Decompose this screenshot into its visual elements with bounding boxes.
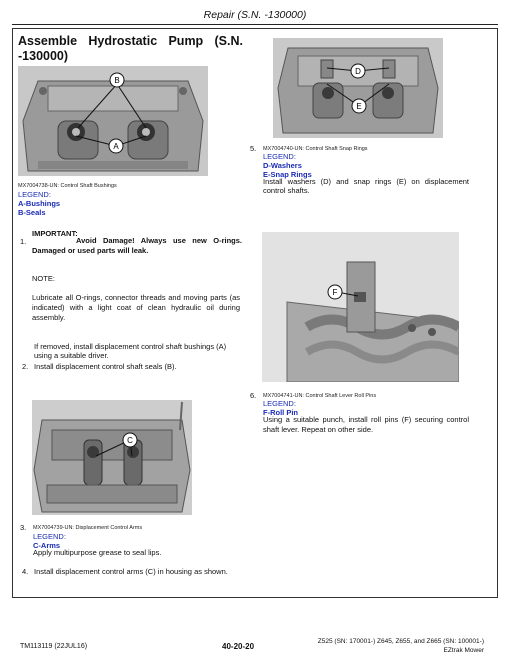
step-number: 2. bbox=[22, 362, 29, 371]
legend-item: F-Roll Pin bbox=[263, 408, 298, 417]
step-number: 6. bbox=[250, 391, 257, 400]
section-title-line1: Assemble Hydrostatic Pump (S.N. bbox=[18, 34, 243, 48]
step4-text: Install displacement control arms (C) in housing as shown. bbox=[34, 567, 228, 576]
callout-c: C bbox=[127, 436, 133, 445]
section-title bbox=[18, 34, 243, 64]
legend-heading: LEGEND: bbox=[263, 399, 296, 408]
step-number: 3. bbox=[20, 523, 27, 532]
header-rule bbox=[12, 24, 498, 25]
section-title-line2: -130000) bbox=[18, 49, 69, 63]
bushing-step-text: If removed, install displacement control shaft bushings (A) using a suitable driver. bbox=[34, 342, 227, 360]
note-text: Lubricate all O-rings, connector threads and moving parts (as indicated) with a light coat of clean hydraulic oil during assembly. bbox=[32, 293, 240, 322]
callout-f: F bbox=[332, 288, 338, 297]
figure-bushings-caption: MX7004738-UN: Control Shaft Bushings bbox=[18, 183, 117, 189]
legend-item: E-Snap Rings bbox=[263, 170, 312, 179]
footer-page-number: 40-20-20 bbox=[222, 642, 255, 651]
step-number: 4. bbox=[22, 567, 29, 576]
legend-heading: LEGEND: bbox=[263, 152, 296, 161]
callout-a: A bbox=[113, 142, 119, 151]
figure-rollpins-caption: MX7004741-UN: Control Shaft Lever Roll Pins bbox=[263, 393, 377, 399]
callout-b: B bbox=[114, 76, 120, 85]
legend-heading: LEGEND: bbox=[18, 190, 51, 199]
figure-arms-photo bbox=[32, 400, 192, 515]
page-header-title: Repair (S.N. -130000) bbox=[203, 9, 307, 21]
legend-item: B-Seals bbox=[18, 208, 46, 217]
step2-text: Install displacement control shaft seals (B). bbox=[34, 362, 177, 371]
footer-models bbox=[318, 637, 484, 655]
figure-rollpins-photo bbox=[262, 232, 459, 382]
figure-arms-caption: MX7004739-UN: Displacement Control Arms bbox=[33, 525, 143, 531]
step6-text: Using a suitable punch, install roll pins (F) securing control shaft lever. Repeat on other side. bbox=[263, 415, 469, 434]
step5-text: Install washers (D) and snap rings (E) on displacement control shafts. bbox=[263, 177, 469, 195]
step3-text: Apply multipurpose grease to seal lips. bbox=[33, 548, 162, 557]
footer-doc-id: TM113119 (22JUL16) bbox=[20, 643, 88, 650]
footer-models-line2: EZtrak Mower bbox=[443, 647, 484, 654]
figure-bushings-photo bbox=[18, 66, 208, 176]
legend-item: C-Arms bbox=[33, 541, 61, 550]
legend-heading: LEGEND: bbox=[33, 532, 66, 541]
legend-bushings bbox=[18, 190, 60, 217]
figure-washers-photo bbox=[273, 38, 443, 138]
footer-models-line1: Z525 (SN: 170001-) Z645, Z655, and Z665 (SN: 100001-) bbox=[317, 638, 484, 645]
legend-item: A-Bushings bbox=[18, 199, 61, 208]
important-text: Avoid Damage! Always use new O-rings. Damaged or used parts will leak. bbox=[32, 236, 242, 255]
figure-washers-caption: MX7004740-UN: Control Shaft Snap Rings bbox=[263, 146, 368, 152]
callout-e: E bbox=[356, 102, 362, 111]
step-number: 5. bbox=[250, 144, 257, 153]
legend-item: D-Washers bbox=[263, 161, 302, 170]
important-label: IMPORTANT: bbox=[32, 229, 78, 238]
step-number: 1. bbox=[20, 237, 27, 246]
note-label: NOTE: bbox=[32, 274, 55, 283]
legend-washers bbox=[263, 152, 312, 179]
callout-d: D bbox=[355, 67, 361, 76]
